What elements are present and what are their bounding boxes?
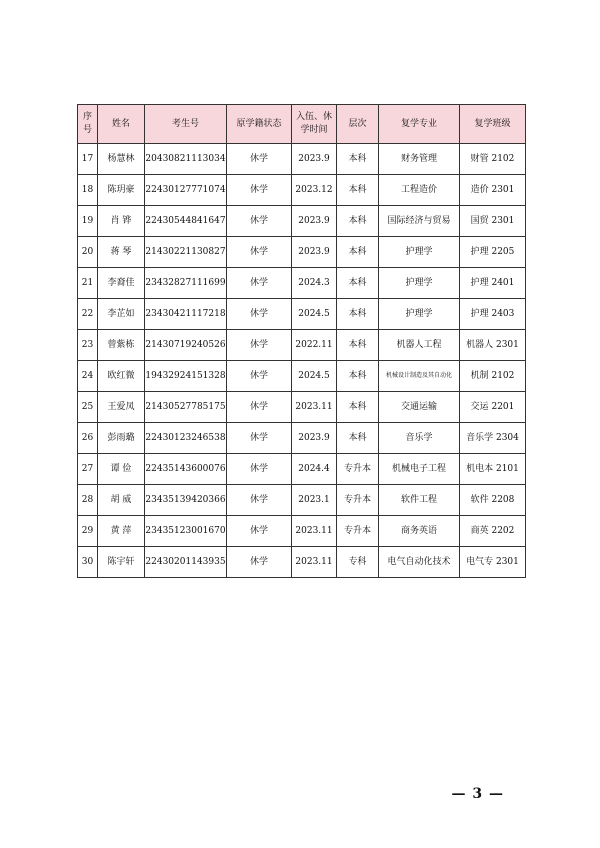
cell-time: 2023.11 <box>292 516 337 547</box>
cell-no: 30 <box>78 547 98 578</box>
cell-level: 本科 <box>337 206 379 237</box>
header-time: 入伍、休学时间 <box>292 105 337 144</box>
table-row <box>78 206 526 237</box>
cell-exam-id: 21430719240526 <box>145 330 227 361</box>
cell-major: 交通运输 <box>379 392 460 423</box>
cell-no: 17 <box>78 144 98 175</box>
cell-no: 18 <box>78 175 98 206</box>
header-class: 复学班级 <box>460 105 526 144</box>
table-row <box>78 175 526 206</box>
cell-class: 软件 2208 <box>460 485 526 516</box>
cell-orig-status: 休学 <box>227 144 292 175</box>
cell-no: 28 <box>78 485 98 516</box>
cell-class: 商英 2202 <box>460 516 526 547</box>
cell-orig-status: 休学 <box>227 485 292 516</box>
cell-exam-id: 21430221130827 <box>145 237 227 268</box>
cell-class: 造价 2301 <box>460 175 526 206</box>
cell-exam-id: 20430821113034 <box>145 144 227 175</box>
students-table <box>77 104 526 578</box>
cell-time: 2023.9 <box>292 423 337 454</box>
table-row <box>78 330 526 361</box>
cell-class: 机电本 2101 <box>460 454 526 485</box>
cell-time: 2023.9 <box>292 206 337 237</box>
cell-name: 李芷如 <box>98 299 145 330</box>
cell-major: 机械电子工程 <box>379 454 460 485</box>
cell-major: 音乐学 <box>379 423 460 454</box>
cell-name: 李裔佳 <box>98 268 145 299</box>
cell-major: 软件工程 <box>379 485 460 516</box>
cell-name: 胡 威 <box>98 485 145 516</box>
header-level: 层次 <box>337 105 379 144</box>
cell-level: 本科 <box>337 144 379 175</box>
table-row <box>78 547 526 578</box>
cell-time: 2024.3 <box>292 268 337 299</box>
cell-major: 电气自动化技术 <box>379 547 460 578</box>
table-row <box>78 454 526 485</box>
table-row <box>78 485 526 516</box>
cell-no: 22 <box>78 299 98 330</box>
cell-class: 机器人 2301 <box>460 330 526 361</box>
cell-level: 本科 <box>337 392 379 423</box>
table-row <box>78 299 526 330</box>
cell-no: 29 <box>78 516 98 547</box>
header-exam-id: 考生号 <box>145 105 227 144</box>
cell-no: 27 <box>78 454 98 485</box>
cell-level: 专科 <box>337 547 379 578</box>
cell-orig-status: 休学 <box>227 454 292 485</box>
cell-level: 本科 <box>337 175 379 206</box>
cell-exam-id: 22430123246538 <box>145 423 227 454</box>
cell-exam-id: 23435123001670 <box>145 516 227 547</box>
cell-level: 专升本 <box>337 516 379 547</box>
cell-major: 机械设计制造及其自动化 <box>379 361 460 392</box>
cell-major: 财务管理 <box>379 144 460 175</box>
cell-time: 2023.11 <box>292 547 337 578</box>
cell-time: 2023.12 <box>292 175 337 206</box>
table-row <box>78 268 526 299</box>
cell-time: 2023.11 <box>292 392 337 423</box>
cell-orig-status: 休学 <box>227 516 292 547</box>
cell-major: 商务英语 <box>379 516 460 547</box>
cell-orig-status: 休学 <box>227 299 292 330</box>
cell-time: 2023.9 <box>292 144 337 175</box>
table-header-row <box>78 105 526 144</box>
cell-major: 护理学 <box>379 268 460 299</box>
cell-exam-id: 23432827111699 <box>145 268 227 299</box>
cell-time: 2023.1 <box>292 485 337 516</box>
cell-orig-status: 休学 <box>227 175 292 206</box>
cell-name: 彭雨璐 <box>98 423 145 454</box>
cell-time: 2022.11 <box>292 330 337 361</box>
cell-time: 2024.5 <box>292 361 337 392</box>
cell-orig-status: 休学 <box>227 206 292 237</box>
cell-class: 护理 2205 <box>460 237 526 268</box>
cell-time: 2024.5 <box>292 299 337 330</box>
cell-name: 欧红微 <box>98 361 145 392</box>
cell-orig-status: 休学 <box>227 423 292 454</box>
cell-time: 2023.9 <box>292 237 337 268</box>
cell-name: 谭 俭 <box>98 454 145 485</box>
cell-name: 陈玥豪 <box>98 175 145 206</box>
cell-no: 19 <box>78 206 98 237</box>
cell-name: 杨慧林 <box>98 144 145 175</box>
cell-exam-id: 22430544841647 <box>145 206 227 237</box>
cell-name: 陈宇轩 <box>98 547 145 578</box>
cell-level: 专升本 <box>337 485 379 516</box>
cell-class: 音乐学 2304 <box>460 423 526 454</box>
cell-no: 21 <box>78 268 98 299</box>
cell-exam-id: 21430527785175 <box>145 392 227 423</box>
cell-orig-status: 休学 <box>227 237 292 268</box>
header-major: 复学专业 <box>379 105 460 144</box>
cell-no: 24 <box>78 361 98 392</box>
cell-major: 机器人工程 <box>379 330 460 361</box>
table-row <box>78 361 526 392</box>
cell-level: 本科 <box>337 361 379 392</box>
cell-orig-status: 休学 <box>227 268 292 299</box>
table-row <box>78 237 526 268</box>
cell-exam-id: 22430201143935 <box>145 547 227 578</box>
cell-major: 护理学 <box>379 299 460 330</box>
cell-level: 本科 <box>337 299 379 330</box>
cell-level: 本科 <box>337 330 379 361</box>
cell-no: 25 <box>78 392 98 423</box>
table-row <box>78 516 526 547</box>
cell-no: 26 <box>78 423 98 454</box>
cell-name: 蒋 琴 <box>98 237 145 268</box>
cell-class: 护理 2403 <box>460 299 526 330</box>
cell-class: 国贸 2301 <box>460 206 526 237</box>
table-row <box>78 392 526 423</box>
cell-exam-id: 23430421117218 <box>145 299 227 330</box>
cell-class: 财管 2102 <box>460 144 526 175</box>
cell-orig-status: 休学 <box>227 361 292 392</box>
cell-level: 本科 <box>337 268 379 299</box>
cell-name: 曾紫栋 <box>98 330 145 361</box>
cell-time: 2024.4 <box>292 454 337 485</box>
header-no: 序号 <box>78 105 98 144</box>
cell-exam-id: 22435143600076 <box>145 454 227 485</box>
cell-name: 黄 萍 <box>98 516 145 547</box>
cell-orig-status: 休学 <box>227 392 292 423</box>
cell-class: 交运 2201 <box>460 392 526 423</box>
cell-no: 23 <box>78 330 98 361</box>
cell-orig-status: 休学 <box>227 330 292 361</box>
cell-major: 国际经济与贸易 <box>379 206 460 237</box>
cell-exam-id: 23435139420366 <box>145 485 227 516</box>
cell-no: 20 <box>78 237 98 268</box>
cell-major: 工程造价 <box>379 175 460 206</box>
cell-orig-status: 休学 <box>227 547 292 578</box>
cell-class: 电气专 2301 <box>460 547 526 578</box>
cell-major: 护理学 <box>379 237 460 268</box>
header-orig-status: 原学籍状态 <box>227 105 292 144</box>
header-name: 姓名 <box>98 105 145 144</box>
cell-level: 专升本 <box>337 454 379 485</box>
cell-name: 王爱凤 <box>98 392 145 423</box>
cell-level: 本科 <box>337 237 379 268</box>
table-row <box>78 423 526 454</box>
page-number: — 3 — <box>451 786 504 802</box>
cell-level: 本科 <box>337 423 379 454</box>
cell-name: 肖 铧 <box>98 206 145 237</box>
table-row <box>78 144 526 175</box>
cell-exam-id: 19432924151328 <box>145 361 227 392</box>
cell-exam-id: 22430127771074 <box>145 175 227 206</box>
cell-class: 护理 2401 <box>460 268 526 299</box>
cell-class: 机制 2102 <box>460 361 526 392</box>
